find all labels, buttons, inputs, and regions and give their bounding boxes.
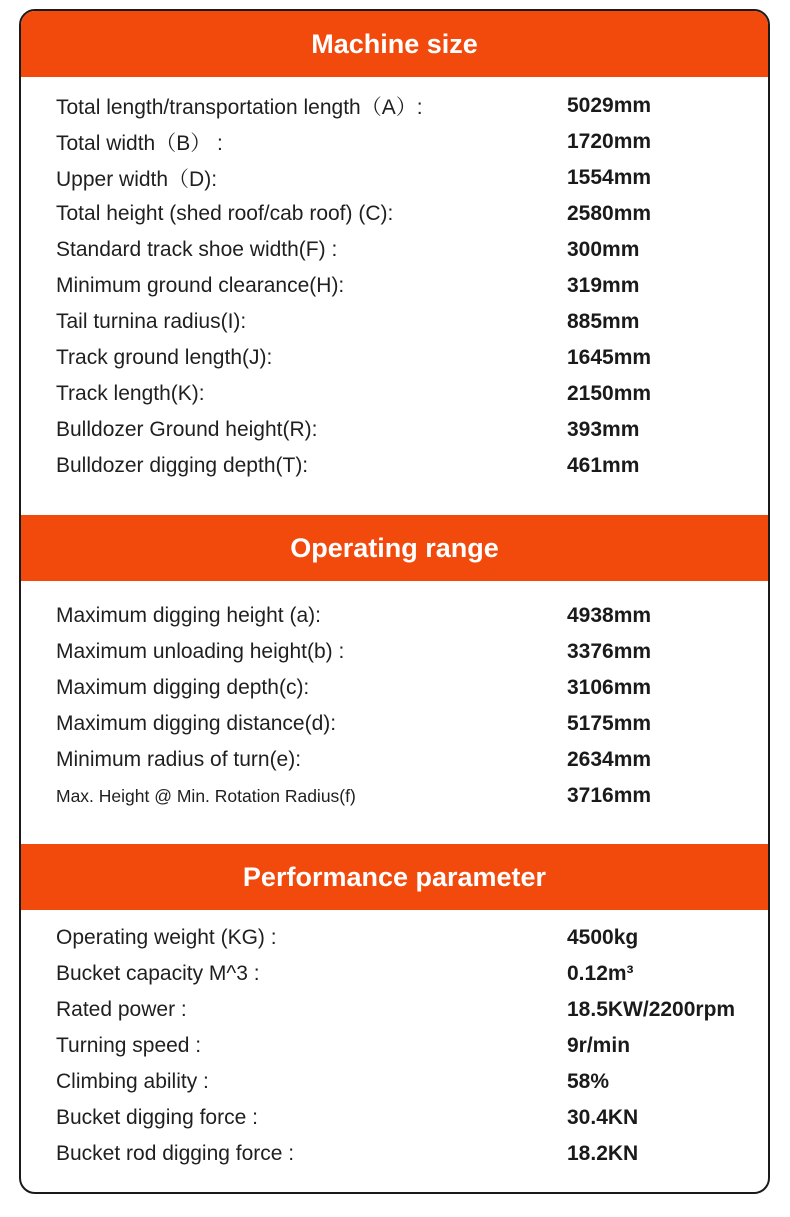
spec-value: 2150mm [567,382,652,405]
spec-row [21,376,768,412]
spec-label: Bulldozer Ground height(R): [56,418,318,441]
spec-label: Bulldozer digging depth(T): [56,454,309,477]
spec-value: 2634mm [567,748,652,771]
spec-row [21,598,768,634]
section-title: Operating range [290,532,499,563]
spec-label: Upper width（D): [56,168,218,191]
spec-row [21,634,768,670]
spec-row [21,1028,768,1064]
spec-label: Bucket capacity M^3 : [56,962,260,985]
spec-row [21,160,768,196]
spec-row [21,268,768,304]
spec-row [21,778,768,814]
section-title: Performance parameter [242,861,547,892]
section-header-performance-parameter [21,844,768,910]
spec-value: 300mm [567,238,640,261]
spec-value: 319mm [567,274,640,297]
spec-value: 885mm [567,310,640,333]
spec-label: Max. Height @ Min. Rotation Radius(f) [56,785,356,806]
spec-row [21,340,768,376]
spec-row [21,88,768,124]
spec-value: 1645mm [567,346,652,369]
spec-value: 4500kg [567,926,639,949]
spec-value: 5029mm [567,94,652,117]
spec-row [21,706,768,742]
section-header-operating-range [21,515,768,581]
spec-label: Rated power : [56,998,187,1021]
spec-row [21,670,768,706]
spec-label: Climbing ability : [56,1070,209,1093]
spec-label: Track ground length(J): [56,346,273,369]
spec-label: Tail turnina radius(I): [56,310,247,333]
spec-value: 1720mm [567,130,652,153]
spec-label: Maximum digging distance(d): [56,712,337,735]
spec-label: Operating weight (KG) : [56,926,277,949]
spec-label: Minimum radius of turn(e): [56,748,302,771]
spec-value: 393mm [567,418,640,441]
spec-label: Maximum digging depth(c): [56,676,310,699]
spec-label: Maximum unloading height(b) : [56,640,345,663]
spec-value: 9r/min [567,1034,631,1057]
spec-value: 58% [567,1070,610,1093]
spec-row [21,448,768,484]
spec-value: 2580mm [567,202,652,225]
spec-row [21,1100,768,1136]
spec-row [21,1136,768,1172]
spec-value: 30.4KN [567,1106,639,1129]
spec-row [21,920,768,956]
spec-value: 461mm [567,454,640,477]
spec-label: Bucket rod digging force : [56,1142,295,1165]
spec-value: 3106mm [567,676,652,699]
spec-label: Maximum digging height (a): [56,604,321,627]
spec-label: Turning speed : [56,1034,202,1057]
spec-row [21,956,768,992]
spec-value: 4938mm [567,604,652,627]
spec-row [21,742,768,778]
spec-row [21,124,768,160]
spec-label: Track length(K): [56,382,205,405]
spec-row [21,412,768,448]
spec-row [21,992,768,1028]
spec-row [21,1064,768,1100]
spec-label: Total length/transportation length（A）: [56,96,423,119]
spec-label: Bucket digging force : [56,1106,258,1129]
spec-label: Standard track shoe width(F) : [56,238,338,261]
spec-card [19,9,770,1194]
spec-row [21,304,768,340]
spec-value: 18.5KW/2200rpm [567,998,736,1021]
spec-label: Total height (shed roof/cab roof) (C): [56,202,394,225]
spec-row [21,196,768,232]
spec-label: Total width（B） : [56,132,223,155]
spec-value: 18.2KN [567,1142,639,1165]
section-title: Machine size [311,28,478,59]
spec-label: Minimum ground clearance(H): [56,274,345,297]
spec-value: 5175mm [567,712,652,735]
spec-row [21,232,768,268]
section-header-machine-size [21,11,768,77]
spec-value: 3376mm [567,640,652,663]
spec-value: 1554mm [567,166,652,189]
spec-value: 3716mm [567,784,652,807]
spec-value: 0.12m³ [567,962,634,985]
